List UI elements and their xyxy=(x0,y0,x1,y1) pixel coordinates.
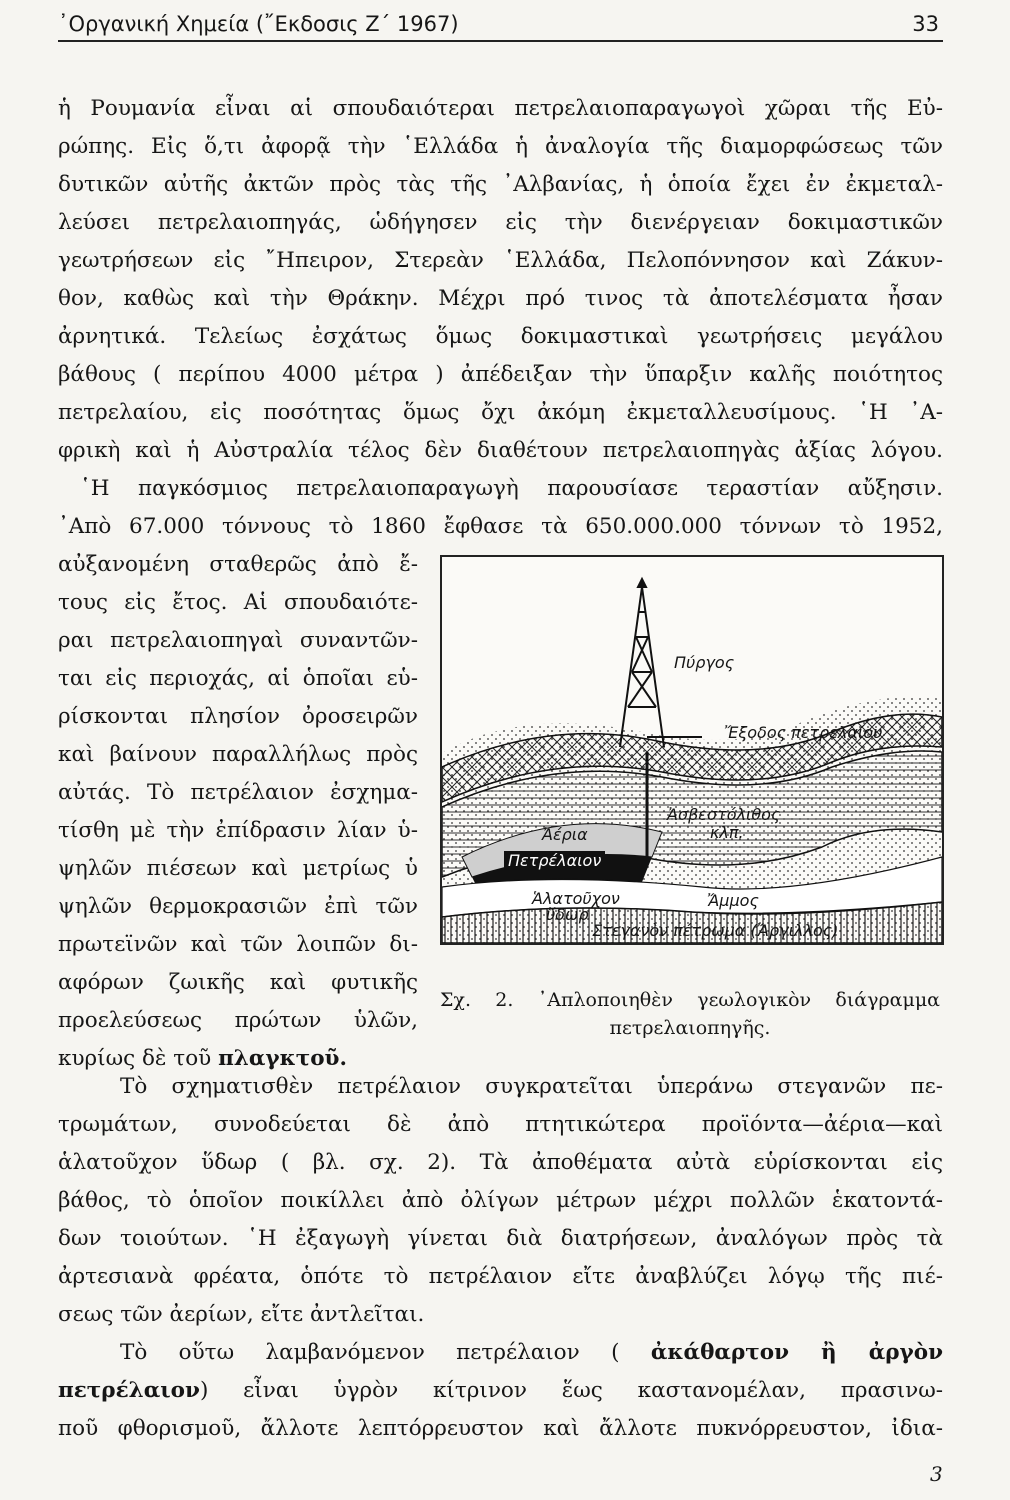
derrick-tower xyxy=(620,579,664,747)
text-line: δυτικῶν αὐτῆς ἀκτῶν πρὸς τὰς τῆς ᾿Αλβανίας, ἡ ὁποία ἔχει ἐν ἐκμεταλ- xyxy=(58,172,943,197)
text-line: καὶ βαίνουν παραλλήλως πρὸς xyxy=(58,742,418,767)
label-salt-water: Ἁλατοῦχον xyxy=(532,889,620,908)
text-line: προελεύσεως πρώτων ὑλῶν, xyxy=(58,1008,418,1033)
label-water: ὕδωρ xyxy=(546,905,589,924)
label-tower: Πύργος xyxy=(674,653,735,672)
page-number: 33 xyxy=(912,12,939,36)
text-line: αφόρων ζωικῆς καὶ φυτικῆς xyxy=(58,970,418,995)
text-line: αὐξανομένη σταθερῶς ἀπὸ ἔ- xyxy=(58,552,418,577)
label-limestone: Ἀσβεστόλιθος xyxy=(667,805,781,824)
text-line: πρωτεϊνῶν καὶ τῶν λοιπῶν δι- xyxy=(58,932,418,957)
text-line: φρικὴ καὶ ἡ Αὐστραλία τέλος δὲν διαθέτουν πετρελαιοπηγὰς ἀξίας λόγου. xyxy=(58,438,943,463)
text-line: τίσθη μὲ τὴν ἐπίδρασιν λίαν ὑ- xyxy=(58,818,418,843)
figure-caption xyxy=(440,986,940,1042)
signature-mark: 3 xyxy=(930,1462,943,1486)
label-oil: Πετρέλαιον xyxy=(504,851,605,870)
text-line xyxy=(58,1374,943,1408)
label-sand: Ἄμμος xyxy=(707,891,759,910)
text-line: λεύσει πετρελαιοπηγάς, ὡδήγησεν εἰς τὴν διενέργειαν δοκιμαστικῶν xyxy=(58,210,943,235)
label-gas: Ἀέρια xyxy=(542,825,588,844)
text-line: Τὸ σχηματισθὲν πετρέλαιον συγκρατεῖται ὑπεράνω στεγανῶν πε- xyxy=(120,1074,943,1099)
text-line: πετρελαίου, εἰς ποσότητας ὅμως ὄχι ἀκόμη ἐκμεταλλευσίμους. ῾Η ᾿Α- xyxy=(58,400,943,425)
header-title: ᾿Οργανική Χημεία (῎Εκδοσις Ζ΄ 1967) xyxy=(58,12,459,36)
caption-line: πετρελαιοπηγῆς. xyxy=(609,1017,771,1039)
text-fragment: κυρίως δὲ τοῦ xyxy=(58,1046,212,1071)
text-line: ἀρτεσιανὰ φρέατα, ὁπότε τὸ πετρέλαιον εἴτε ἀναβλύζει λόγῳ τῆς πιέ- xyxy=(58,1264,943,1289)
text-line: ῾Η παγκόσμιος πετρελαιοπαραγωγὴ παρουσίασε τεραστίαν αὔξησιν. xyxy=(80,476,943,501)
text-line: βάθους ( περίπου 4000 μέτρα ) ἀπέδειξαν τὴν ὕπαρξιν καλῆς ποιότητος xyxy=(58,362,943,387)
text-line: ψηλῶν θερμοκρασιῶν ἐπὶ τῶν xyxy=(58,894,418,919)
text-line: ᾿Απὸ 67.000 τόννους τὸ 1860 ἔφθασε τὰ 650.000.000 τόννων τὸ 1952, xyxy=(58,514,943,539)
bold-term: ἀκάθαρτον ἢ ἀργὸν xyxy=(650,1340,943,1365)
text-line: ται εἰς περιοχάς, αἱ ὁποῖαι εὑ- xyxy=(58,666,418,691)
text-line: ρίσκονται πλησίον ὀροσειρῶν xyxy=(58,704,418,729)
text-line: θον, καθὼς καὶ τὴν Θράκην. Μέχρι πρό τινος τὰ ἀποτελέσματα ἦσαν xyxy=(58,286,943,311)
text-line: ψηλῶν πιέσεων καὶ μετρίως ὑ xyxy=(58,856,418,881)
text-line: ἁλατοῦχον ὕδωρ ( βλ. σχ. 2). Τὰ ἀποθέματα αὐτὰ εὑρίσκονται εἰς xyxy=(58,1150,943,1175)
text-line: δων τοιούτων. ῾Η ἐξαγωγὴ γίνεται διὰ διατρήσεων, ἀναλόγων πρὸς τὰ xyxy=(58,1226,943,1251)
text-line: σεως τῶν ἀερίων, εἴτε ἀντλεῖται. xyxy=(58,1302,425,1327)
text-line: τρωμάτων, συνοδεύεται δὲ ἀπὸ πτητικώτερα προϊόντα—ἀέρια—καὶ xyxy=(58,1112,943,1137)
text-fragment: ) εἶναι ὑγρὸν κίτρινον ἕως καστανομέλαν, πρασινω- xyxy=(199,1378,943,1403)
diagram-drawing xyxy=(442,557,942,943)
text-line: ραι πετρελαιοπηγαὶ συναντῶν- xyxy=(58,628,418,653)
text-line xyxy=(120,1336,943,1370)
geological-diagram xyxy=(440,555,944,945)
label-oil-outlet: Ἔξοδος πετρελαίου xyxy=(724,723,883,742)
label-impermeable-rock: Στεγανὸν πέτρωμα (Ἄργιλλος) xyxy=(592,921,839,940)
bold-term: πλαγκτοῦ. xyxy=(218,1046,347,1071)
text-line: τους εἰς ἔτος. Αἱ σπουδαιότε- xyxy=(58,590,418,615)
text-fragment: Τὸ οὕτω λαμβανόμενον πετρέλαιον ( xyxy=(120,1340,620,1365)
caption-line: Σχ. 2. ᾿Απλοποιηθὲν γεωλογικὸν διάγραμμα xyxy=(440,989,940,1011)
text-line: ἡ Ρουμανία εἶναι αἱ σπουδαιότεραι πετρελαιοπαραγωγοὶ χῶραι τῆς Εὐ- xyxy=(58,96,943,121)
running-header xyxy=(58,10,943,42)
text-line: γεωτρήσεων εἰς ῎Ηπειρον, Στερεὰν ῾Ελλάδα, Πελοπόννησον καὶ Ζάκυν- xyxy=(58,248,943,273)
text-line: αὐτάς. Τὸ πετρέλαιον ἐσχημα- xyxy=(58,780,418,805)
text-line: ποῦ φθορισμοῦ, ἄλλοτε λεπτόρρευστον καὶ ἄλλοτε πυκνόρρευστον, ἰδια- xyxy=(58,1416,943,1441)
text-line: βάθος, τὸ ὁποῖον ποικίλλει ἀπὸ ὀλίγων μέτρων μέχρι πολλῶν ἑκατοντά- xyxy=(58,1188,943,1213)
bold-term: πετρέλαιον xyxy=(58,1378,200,1403)
label-limestone-abbr: κλπ. xyxy=(710,823,744,842)
text-line: ἀρνητικά. Τελείως ἐσχάτως ὅμως δοκιμαστικαὶ γεωτρήσεις μεγάλου xyxy=(58,324,943,349)
text-line: ρώπης. Εἰς ὅ,τι ἀφορᾷ τὴν ῾Ελλάδα ἡ ἀναλογία τῆς διαμορφώσεως τῶν xyxy=(58,134,943,159)
